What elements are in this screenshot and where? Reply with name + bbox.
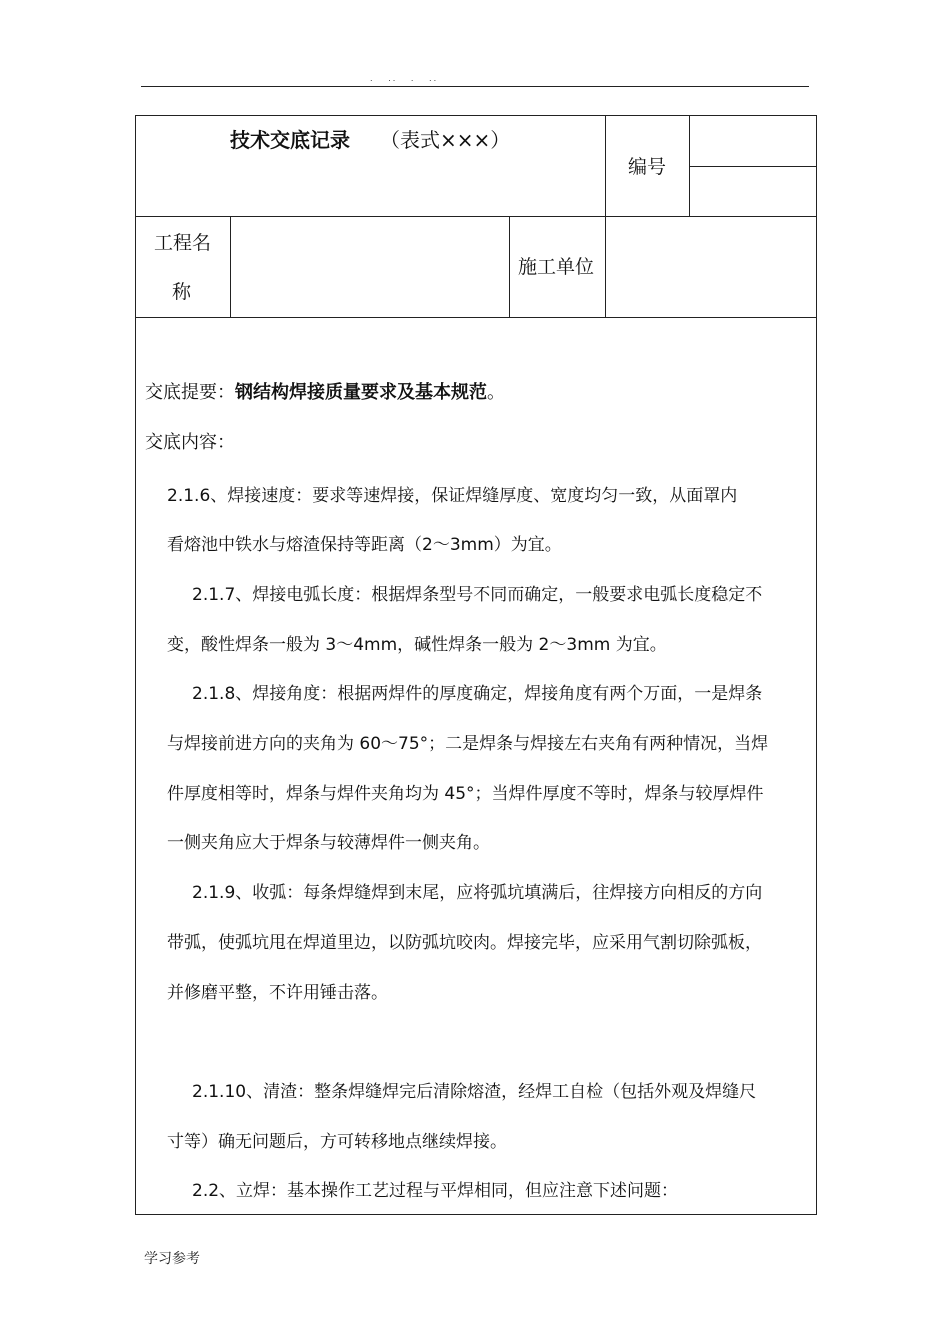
content-line: 一侧夹角应大于焊条与较薄焊件一侧夹角。	[167, 833, 490, 853]
divider	[605, 116, 606, 216]
header-rule	[141, 86, 809, 87]
content-line: 与焊接前进方向的夹角为 60～75°；二是焊条与焊接左右夹角有两种情况，当焊	[167, 734, 769, 754]
content-line: 2.1.6、焊接速度：要求等速焊接，保证焊缝厚度、宽度均匀一致，从面罩内	[167, 486, 738, 506]
summary-label: 交底提要：	[145, 382, 235, 403]
number-label: 编号	[628, 156, 667, 178]
content-line: 件厚度相等时，焊条与焊件夹角均为 45°；当焊件厚度不等时，焊条与较厚焊件	[167, 784, 764, 804]
summary-text: 钢结构焊接质量要求及基本规范	[235, 382, 487, 403]
content-line: 2.1.9、收弧：每条焊缝焊到末尾，应将弧坑填满后，往焊接方向相反的方向	[192, 883, 763, 903]
content-line: 并修磨平整，不许用锤击落。	[167, 983, 388, 1003]
header-dots: . .. . ..	[370, 74, 439, 83]
content-line: 2.1.7、焊接电弧长度：根据焊条型号不同而确定，一般要求电弧长度稳定不	[192, 585, 763, 605]
project-name-label-line2: 称	[172, 281, 192, 303]
divider	[689, 166, 817, 167]
content-line: 变，酸性焊条一般为 3～4mm，碱性焊条一般为 2～3mm 为宜。	[167, 635, 667, 655]
divider	[605, 216, 606, 317]
content-line: 看熔池中铁水与熔渣保持等距离（2～3mm）为宜。	[167, 535, 562, 555]
contractor-label: 施工单位	[518, 256, 595, 278]
content-line: 带弧，使弧坑甩在焊道里边，以防弧坑咬肉。焊接完毕，应采用气割切除弧板，	[167, 933, 762, 953]
divider	[136, 216, 816, 217]
summary-line	[145, 378, 505, 404]
content-line: 寸等）确无问题后，方可转移地点继续焊接。	[167, 1132, 507, 1152]
form-title: 技术交底记录	[230, 128, 350, 152]
form-title-suffix: （表式×××）	[380, 128, 511, 152]
divider	[230, 216, 231, 317]
divider	[509, 216, 510, 317]
content-line: 2.1.10、清渣：整条焊缝焊完后清除熔渣，经焊工自检（包括外观及焊缝尺	[192, 1082, 757, 1102]
content-line: 2.1.8、焊接角度：根据两焊件的厚度确定，焊接角度有两个万面，一是焊条	[192, 684, 763, 704]
content-label: 交底内容：	[145, 432, 235, 453]
divider	[136, 317, 816, 318]
footer-text: 学习参考	[144, 1251, 200, 1267]
summary-end: 。	[487, 382, 505, 403]
content-line: 2.2、立焊：基本操作工艺过程与平焊相同，但应注意下述问题：	[192, 1181, 679, 1201]
project-name-label-line1: 工程名	[154, 232, 212, 254]
technical-briefing-form	[135, 115, 817, 1215]
